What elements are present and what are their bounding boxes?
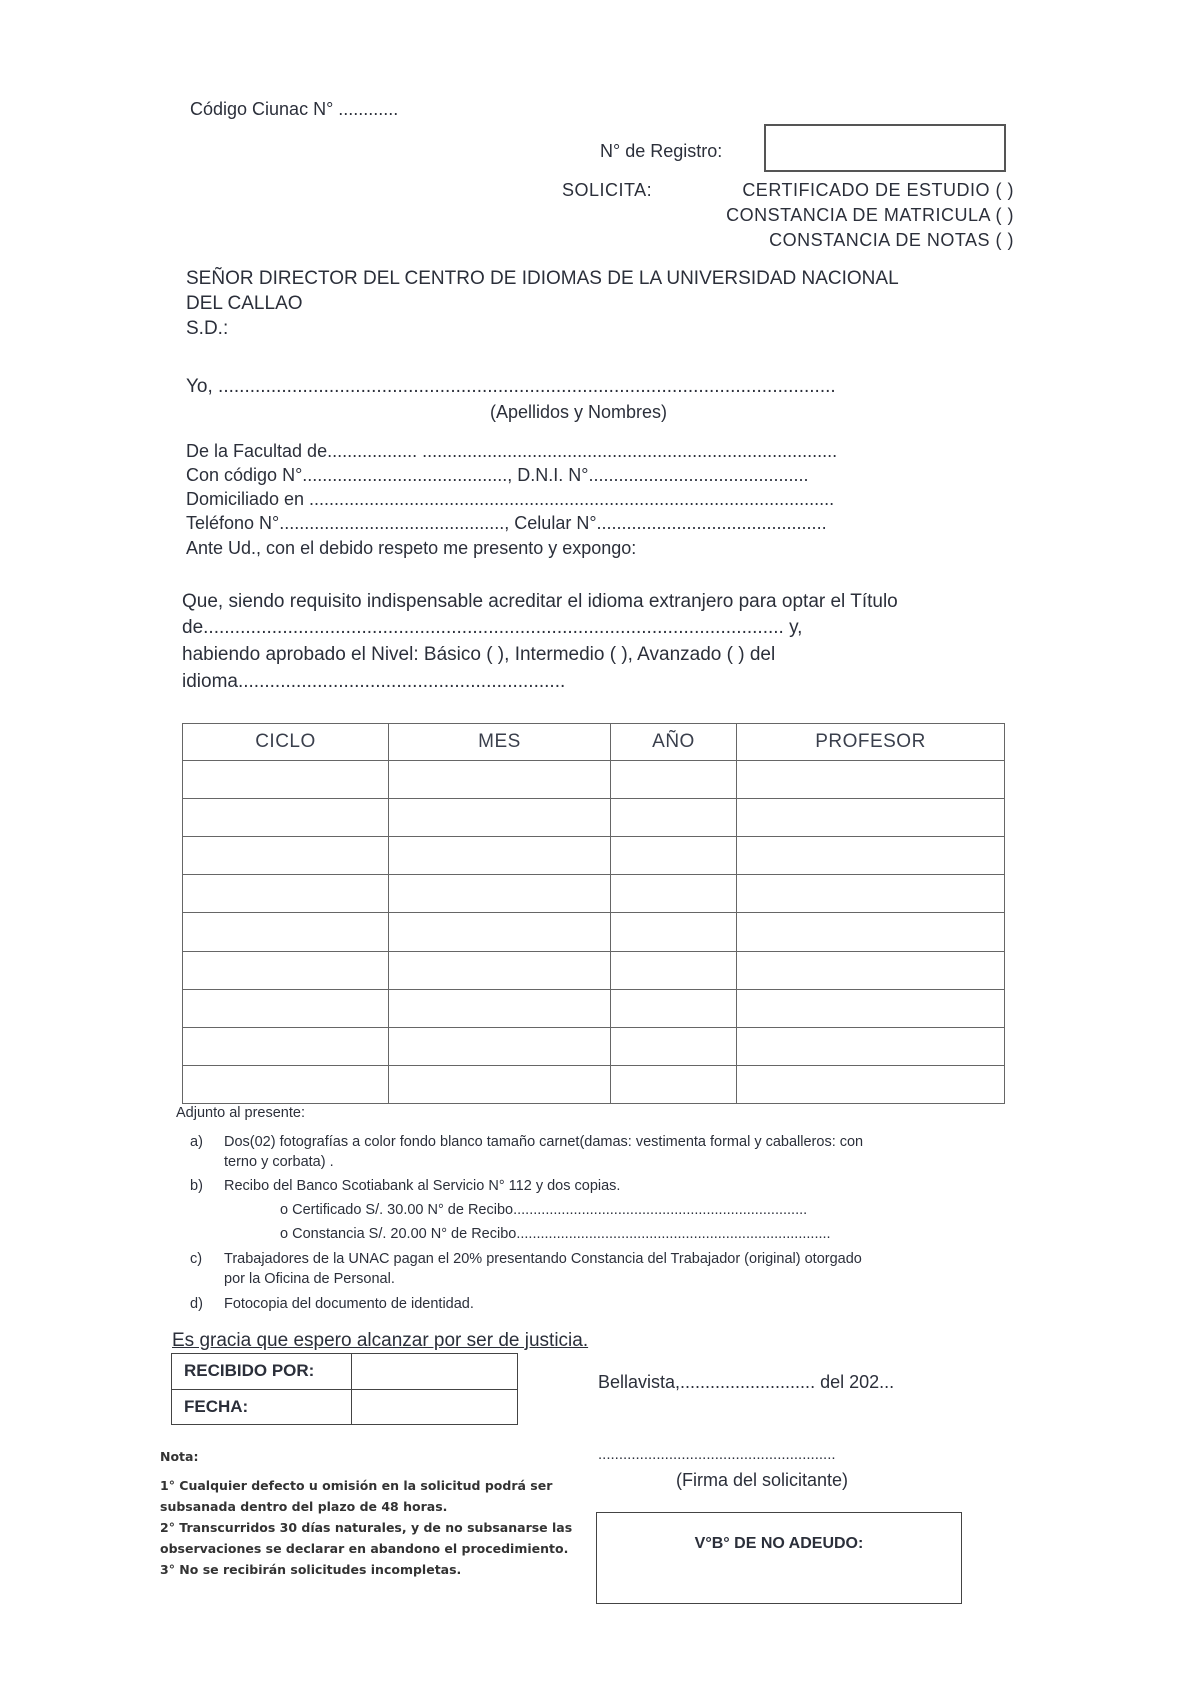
- table-cell[interactable]: [737, 799, 1005, 837]
- table-cell[interactable]: [737, 1027, 1005, 1065]
- table-cell[interactable]: [389, 951, 611, 989]
- closing-gracia: Es gracia que espero alcanzar por ser de justicia.: [172, 1330, 589, 1351]
- table-cell[interactable]: [389, 761, 611, 799]
- table-cell[interactable]: [183, 1065, 389, 1103]
- firma-line[interactable]: .........................................................: [598, 1446, 836, 1463]
- table-cell[interactable]: [737, 1065, 1005, 1103]
- attachment-a-line1: Dos(02) fotografías a color fondo blanco tamaño carnet(damas: vestimenta formal y caballeros: con: [224, 1134, 864, 1150]
- table-cell[interactable]: [183, 913, 389, 951]
- table-cell[interactable]: [611, 875, 737, 913]
- codigo-dni-field[interactable]: Con código N°........................................., D.N.I. N°............................................: [186, 465, 809, 485]
- facultad-field[interactable]: De la Facultad de.................. ...................................................................................: [186, 441, 838, 461]
- addressee-line1: SEÑOR DIRECTOR DEL CENTRO DE IDIOMAS DE LA UNIVERSIDAD NACIONAL: [186, 268, 899, 289]
- request-line2[interactable]: de.............................................................................................................. y,: [182, 617, 803, 638]
- col-profesor: PROFESOR: [737, 724, 1005, 761]
- attachment-a-letter: a): [190, 1134, 203, 1150]
- table-cell[interactable]: [737, 761, 1005, 799]
- table-cell[interactable]: [611, 1065, 737, 1103]
- table-cell[interactable]: [611, 837, 737, 875]
- table-cell[interactable]: [389, 837, 611, 875]
- attachment-b-letter: b): [190, 1178, 203, 1194]
- lugar-fecha[interactable]: Bellavista,........................... del 202...: [598, 1372, 895, 1392]
- table-cell[interactable]: [389, 913, 611, 951]
- table-cell[interactable]: [183, 875, 389, 913]
- yo-field[interactable]: Yo, .....................................................................................................................: [186, 376, 836, 397]
- col-mes: MES: [389, 724, 611, 761]
- attachment-c-line2: por la Oficina de Personal.: [224, 1271, 395, 1287]
- registro-box[interactable]: [764, 124, 1006, 172]
- attachment-b-line1: Recibo del Banco Scotiabank al Servicio N° 112 y dos copias.: [224, 1178, 621, 1194]
- note-2a: 2° Transcurridos 30 días naturales, y de no subsanarse las: [160, 1520, 573, 1535]
- recibido-box: [171, 1353, 518, 1425]
- apellidos-caption: (Apellidos y Nombres): [490, 402, 668, 422]
- vb-label: V°B° DE NO ADEUDO:: [694, 1535, 864, 1552]
- table-cell[interactable]: [389, 1065, 611, 1103]
- table-cell[interactable]: [183, 951, 389, 989]
- note-1a: 1° Cualquier defecto u omisión en la solicitud podrá ser: [160, 1478, 553, 1493]
- courses-table: [182, 723, 1005, 1104]
- domicilio-field[interactable]: Domiciliado en .........................................................................................................: [186, 489, 835, 509]
- table-row: [183, 951, 1005, 989]
- note-1b: subsanada dentro del plazo de 48 horas.: [160, 1499, 448, 1514]
- codigo-ciunac: Código Ciunac N° ............: [190, 99, 399, 119]
- table-cell[interactable]: [183, 761, 389, 799]
- attachment-a-line2: terno y corbata) .: [224, 1154, 334, 1170]
- table-cell[interactable]: [611, 989, 737, 1027]
- addressee-line3: S.D.:: [186, 318, 229, 339]
- table-cell[interactable]: [737, 875, 1005, 913]
- request-line3[interactable]: habiendo aprobado el Nivel: Básico ( ), Intermedio ( ), Avanzado ( ) del: [182, 644, 776, 665]
- table-row: [183, 989, 1005, 1027]
- table-row: [183, 837, 1005, 875]
- table-cell[interactable]: [389, 875, 611, 913]
- solicita-certificado[interactable]: CERTIFICADO DE ESTUDIO ( ): [742, 180, 1014, 200]
- table-cell[interactable]: [737, 913, 1005, 951]
- firma-caption: (Firma del solicitante): [676, 1470, 849, 1490]
- ante-text: Ante Ud., con el debido respeto me presento y expongo:: [186, 538, 637, 558]
- col-anio: AÑO: [611, 724, 737, 761]
- note-3: 3° No se recibirán solicitudes incompletas.: [160, 1562, 462, 1577]
- table-row: [183, 1027, 1005, 1065]
- recibido-value[interactable]: [352, 1354, 518, 1390]
- table-cell[interactable]: [389, 989, 611, 1027]
- table-cell[interactable]: [183, 799, 389, 837]
- table-cell[interactable]: [389, 1027, 611, 1065]
- attachment-d-letter: d): [190, 1296, 203, 1312]
- table-cell[interactable]: [389, 799, 611, 837]
- solicita-label: SOLICITA:: [562, 180, 653, 200]
- attachment-c-letter: c): [190, 1251, 203, 1267]
- col-ciclo: CICLO: [183, 724, 389, 761]
- table-cell[interactable]: [611, 761, 737, 799]
- table-cell[interactable]: [611, 951, 737, 989]
- table-cell[interactable]: [611, 799, 737, 837]
- attachment-c-line1: Trabajadores de la UNAC pagan el 20% presentando Constancia del Trabajador (original) otorgado: [224, 1251, 862, 1267]
- table-row: [183, 761, 1005, 799]
- table-cell[interactable]: [737, 951, 1005, 989]
- attachment-b-certificado[interactable]: o Certificado S/. 30.00 N° de Recibo.........................................................................: [280, 1202, 808, 1218]
- table-cell[interactable]: [183, 1027, 389, 1065]
- solicita-notas[interactable]: CONSTANCIA DE NOTAS ( ): [769, 230, 1014, 250]
- vb-no-adeudo-box[interactable]: [596, 1512, 962, 1604]
- table-cell[interactable]: [611, 1027, 737, 1065]
- table-header-row: [183, 724, 1005, 761]
- request-line4[interactable]: idioma..............................................................: [182, 671, 566, 692]
- table-cell[interactable]: [737, 989, 1005, 1027]
- table-row: [183, 799, 1005, 837]
- attachment-b-constancia[interactable]: o Constancia S/. 20.00 N° de Recibo..............................................................................: [280, 1226, 831, 1242]
- recibido-label: RECIBIDO POR:: [172, 1354, 352, 1390]
- attachment-d-line1: Fotocopia del documento de identidad.: [224, 1296, 474, 1312]
- fecha-value[interactable]: [352, 1389, 518, 1425]
- notes-title: Nota:: [160, 1449, 199, 1464]
- table-cell[interactable]: [183, 837, 389, 875]
- table-row: [183, 913, 1005, 951]
- table-row: [183, 875, 1005, 913]
- attachments-title: Adjunto al presente:: [176, 1105, 305, 1121]
- table-cell[interactable]: [183, 989, 389, 1027]
- table-cell[interactable]: [611, 913, 737, 951]
- note-2b: observaciones se declarar en abandono el procedimiento.: [160, 1541, 569, 1556]
- solicita-matricula[interactable]: CONSTANCIA DE MATRICULA ( ): [726, 205, 1014, 225]
- request-line1: Que, siendo requisito indispensable acreditar el idioma extranjero para optar el Título: [182, 591, 898, 612]
- telefono-field[interactable]: Teléfono N°............................................., Celular N°..............................................: [186, 513, 827, 533]
- registro-label: N° de Registro:: [600, 141, 723, 161]
- fecha-label: FECHA:: [172, 1389, 352, 1425]
- table-row: [183, 1065, 1005, 1103]
- table-cell[interactable]: [737, 837, 1005, 875]
- addressee-line2: DEL CALLAO: [186, 293, 303, 314]
